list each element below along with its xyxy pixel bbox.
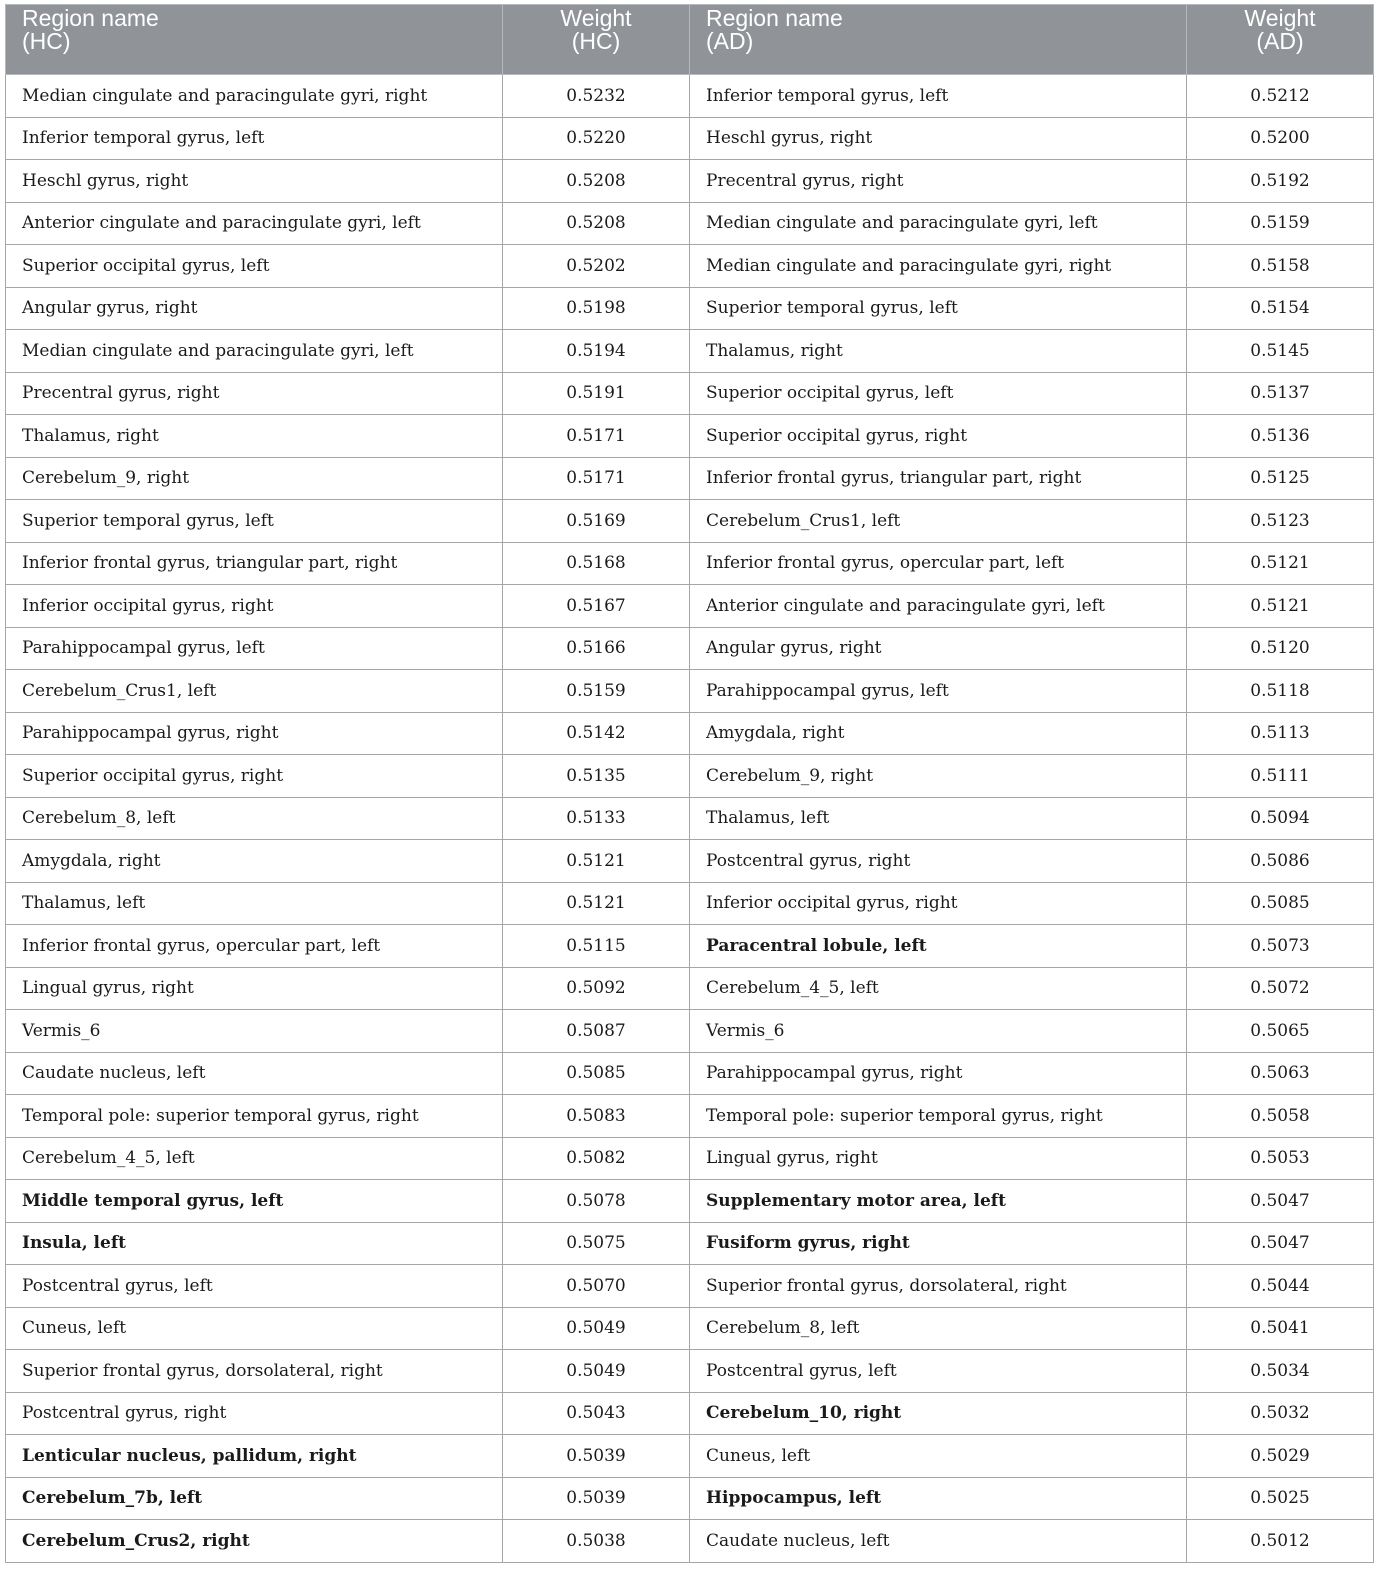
hc-weight-cell: 0.5075 [503,1222,690,1265]
table-row [6,840,1374,883]
table-row [6,1307,1374,1350]
ad-weight-cell: 0.5121 [1187,585,1374,628]
header-weight-ad-line2: (AD) [1256,28,1304,54]
hc-region-cell: Superior frontal gyrus, dorsolateral, right [6,1350,503,1393]
hc-region-cell: Postcentral gyrus, right [6,1392,503,1435]
hc-weight-cell: 0.5087 [503,1010,690,1053]
hc-weight-cell: 0.5191 [503,372,690,415]
table-row [6,1477,1374,1520]
hc-region-cell: Superior occipital gyrus, right [6,755,503,798]
table-row [6,1180,1374,1223]
ad-region-cell: Lingual gyrus, right [690,1137,1187,1180]
ad-region-cell: Superior occipital gyrus, left [690,372,1187,415]
header-weight-hc [503,5,690,75]
hc-region-cell: Temporal pole: superior temporal gyrus, right [6,1095,503,1138]
header-region-ad [690,5,1187,75]
table-row [6,797,1374,840]
ad-weight-cell: 0.5158 [1187,245,1374,288]
ad-region-cell: Median cingulate and paracingulate gyri, right [690,245,1187,288]
ad-weight-cell: 0.5034 [1187,1350,1374,1393]
ad-weight-cell: 0.5154 [1187,287,1374,330]
hc-region-cell: Lenticular nucleus, pallidum, right [6,1435,503,1478]
hc-weight-cell: 0.5133 [503,797,690,840]
hc-region-cell: Caudate nucleus, left [6,1052,503,1095]
hc-weight-cell: 0.5085 [503,1052,690,1095]
hc-weight-cell: 0.5121 [503,840,690,883]
header-weight-ad [1187,5,1374,75]
hc-region-cell: Cerebelum_8, left [6,797,503,840]
header-region-hc [6,5,503,75]
ad-weight-cell: 0.5041 [1187,1307,1374,1350]
hc-weight-cell: 0.5049 [503,1307,690,1350]
hc-region-cell: Anterior cingulate and paracingulate gyri, left [6,202,503,245]
table-row [6,712,1374,755]
table-row [6,925,1374,968]
ad-region-cell: Cerebelum_9, right [690,755,1187,798]
hc-weight-cell: 0.5168 [503,542,690,585]
ad-region-cell: Parahippocampal gyrus, left [690,670,1187,713]
table-row [6,415,1374,458]
ad-region-cell: Caudate nucleus, left [690,1520,1187,1563]
ad-weight-cell: 0.5058 [1187,1095,1374,1138]
hc-region-cell: Thalamus, left [6,882,503,925]
hc-weight-cell: 0.5198 [503,287,690,330]
ad-weight-cell: 0.5118 [1187,670,1374,713]
ad-weight-cell: 0.5200 [1187,117,1374,160]
hc-weight-cell: 0.5039 [503,1435,690,1478]
ad-region-cell: Fusiform gyrus, right [690,1222,1187,1265]
ad-weight-cell: 0.5123 [1187,500,1374,543]
ad-weight-cell: 0.5113 [1187,712,1374,755]
table-row [6,542,1374,585]
hc-region-cell: Precentral gyrus, right [6,372,503,415]
ad-weight-cell: 0.5094 [1187,797,1374,840]
hc-region-cell: Median cingulate and paracingulate gyri, right [6,75,503,118]
header-region-ad-line1: Region name [706,5,843,31]
table-row [6,1010,1374,1053]
hc-region-cell: Postcentral gyrus, left [6,1265,503,1308]
table-row [6,1350,1374,1393]
hc-region-cell: Superior temporal gyrus, left [6,500,503,543]
table-row [6,160,1374,203]
ad-region-cell: Paracentral lobule, left [690,925,1187,968]
ad-region-cell: Hippocampus, left [690,1477,1187,1520]
table-row [6,372,1374,415]
hc-region-cell: Cerebelum_9, right [6,457,503,500]
table-row [6,627,1374,670]
hc-region-cell: Median cingulate and paracingulate gyri, left [6,330,503,373]
ad-region-cell: Angular gyrus, right [690,627,1187,670]
ad-weight-cell: 0.5073 [1187,925,1374,968]
table-row [6,1137,1374,1180]
hc-weight-cell: 0.5208 [503,160,690,203]
ad-region-cell: Cerebelum_Crus1, left [690,500,1187,543]
ad-region-cell: Supplementary motor area, left [690,1180,1187,1223]
hc-weight-cell: 0.5208 [503,202,690,245]
table-row [6,882,1374,925]
ad-region-cell: Precentral gyrus, right [690,160,1187,203]
ad-region-cell: Temporal pole: superior temporal gyrus, right [690,1095,1187,1138]
ad-weight-cell: 0.5047 [1187,1222,1374,1265]
ad-weight-cell: 0.5212 [1187,75,1374,118]
ad-region-cell: Cerebelum_8, left [690,1307,1187,1350]
ad-weight-cell: 0.5012 [1187,1520,1374,1563]
table-row [6,287,1374,330]
ad-region-cell: Inferior frontal gyrus, opercular part, left [690,542,1187,585]
hc-weight-cell: 0.5115 [503,925,690,968]
ad-region-cell: Cerebelum_10, right [690,1392,1187,1435]
hc-weight-cell: 0.5092 [503,967,690,1010]
ad-weight-cell: 0.5111 [1187,755,1374,798]
header-region-hc-line1: Region name [22,5,159,31]
table-row [6,967,1374,1010]
header-region-ad-line2: (AD) [706,28,754,54]
ad-region-cell: Parahippocampal gyrus, right [690,1052,1187,1095]
ad-region-cell: Cerebelum_4_5, left [690,967,1187,1010]
hc-weight-cell: 0.5049 [503,1350,690,1393]
hc-region-cell: Lingual gyrus, right [6,967,503,1010]
header-row [6,5,1374,75]
hc-weight-cell: 0.5083 [503,1095,690,1138]
table-row [6,585,1374,628]
table-row [6,75,1374,118]
hc-region-cell: Parahippocampal gyrus, left [6,627,503,670]
table-row [6,1222,1374,1265]
table-row [6,330,1374,373]
ad-weight-cell: 0.5136 [1187,415,1374,458]
ad-region-cell: Superior temporal gyrus, left [690,287,1187,330]
table-body [6,75,1374,1563]
header-weight-hc-line2: (HC) [571,28,621,54]
ad-region-cell: Postcentral gyrus, right [690,840,1187,883]
hc-region-cell: Cuneus, left [6,1307,503,1350]
ad-weight-cell: 0.5063 [1187,1052,1374,1095]
ad-region-cell: Inferior occipital gyrus, right [690,882,1187,925]
ad-weight-cell: 0.5137 [1187,372,1374,415]
hc-region-cell: Thalamus, right [6,415,503,458]
hc-weight-cell: 0.5039 [503,1477,690,1520]
ad-weight-cell: 0.5121 [1187,542,1374,585]
hc-region-cell: Cerebelum_Crus1, left [6,670,503,713]
region-weights-table [5,4,1374,1563]
ad-weight-cell: 0.5047 [1187,1180,1374,1223]
table-row [6,1520,1374,1563]
hc-weight-cell: 0.5121 [503,882,690,925]
hc-weight-cell: 0.5043 [503,1392,690,1435]
ad-region-cell: Heschl gyrus, right [690,117,1187,160]
ad-region-cell: Thalamus, left [690,797,1187,840]
ad-region-cell: Inferior temporal gyrus, left [690,75,1187,118]
ad-region-cell: Thalamus, right [690,330,1187,373]
ad-weight-cell: 0.5029 [1187,1435,1374,1478]
hc-region-cell: Amygdala, right [6,840,503,883]
ad-region-cell: Amygdala, right [690,712,1187,755]
table-row [6,1052,1374,1095]
hc-weight-cell: 0.5142 [503,712,690,755]
ad-weight-cell: 0.5125 [1187,457,1374,500]
hc-weight-cell: 0.5038 [503,1520,690,1563]
ad-weight-cell: 0.5120 [1187,627,1374,670]
ad-region-cell: Vermis_6 [690,1010,1187,1053]
hc-region-cell: Cerebelum_Crus2, right [6,1520,503,1563]
ad-region-cell: Superior occipital gyrus, right [690,415,1187,458]
hc-weight-cell: 0.5070 [503,1265,690,1308]
hc-region-cell: Middle temporal gyrus, left [6,1180,503,1223]
table-row [6,1095,1374,1138]
hc-weight-cell: 0.5166 [503,627,690,670]
hc-region-cell: Inferior frontal gyrus, triangular part, right [6,542,503,585]
hc-region-cell: Inferior frontal gyrus, opercular part, left [6,925,503,968]
table-header [6,5,1374,75]
ad-region-cell: Median cingulate and paracingulate gyri, left [690,202,1187,245]
table-row [6,755,1374,798]
ad-region-cell: Superior frontal gyrus, dorsolateral, right [690,1265,1187,1308]
hc-region-cell: Cerebelum_4_5, left [6,1137,503,1180]
ad-weight-cell: 0.5085 [1187,882,1374,925]
ad-region-cell: Anterior cingulate and paracingulate gyri, left [690,585,1187,628]
hc-weight-cell: 0.5232 [503,75,690,118]
ad-region-cell: Cuneus, left [690,1435,1187,1478]
ad-weight-cell: 0.5065 [1187,1010,1374,1053]
hc-weight-cell: 0.5202 [503,245,690,288]
table-row [6,1392,1374,1435]
header-weight-ad-line1: Weight [1244,5,1316,31]
hc-weight-cell: 0.5159 [503,670,690,713]
ad-weight-cell: 0.5192 [1187,160,1374,203]
ad-weight-cell: 0.5044 [1187,1265,1374,1308]
ad-weight-cell: 0.5145 [1187,330,1374,373]
hc-region-cell: Vermis_6 [6,1010,503,1053]
header-weight-hc-line1: Weight [560,5,632,31]
table-row [6,670,1374,713]
ad-weight-cell: 0.5032 [1187,1392,1374,1435]
hc-region-cell: Angular gyrus, right [6,287,503,330]
ad-weight-cell: 0.5086 [1187,840,1374,883]
hc-weight-cell: 0.5167 [503,585,690,628]
hc-weight-cell: 0.5135 [503,755,690,798]
ad-weight-cell: 0.5053 [1187,1137,1374,1180]
hc-weight-cell: 0.5171 [503,457,690,500]
ad-region-cell: Inferior frontal gyrus, triangular part, right [690,457,1187,500]
header-region-hc-line2: (HC) [22,28,71,54]
hc-weight-cell: 0.5078 [503,1180,690,1223]
hc-region-cell: Heschl gyrus, right [6,160,503,203]
hc-region-cell: Inferior temporal gyrus, left [6,117,503,160]
ad-region-cell: Postcentral gyrus, left [690,1350,1187,1393]
table-row [6,457,1374,500]
hc-region-cell: Inferior occipital gyrus, right [6,585,503,628]
hc-region-cell: Cerebelum_7b, left [6,1477,503,1520]
table-row [6,1435,1374,1478]
hc-weight-cell: 0.5220 [503,117,690,160]
table-row [6,245,1374,288]
ad-weight-cell: 0.5072 [1187,967,1374,1010]
hc-region-cell: Parahippocampal gyrus, right [6,712,503,755]
ad-weight-cell: 0.5025 [1187,1477,1374,1520]
hc-region-cell: Superior occipital gyrus, left [6,245,503,288]
table-row [6,500,1374,543]
table-row [6,202,1374,245]
hc-weight-cell: 0.5169 [503,500,690,543]
table-row [6,1265,1374,1308]
hc-region-cell: Insula, left [6,1222,503,1265]
hc-weight-cell: 0.5082 [503,1137,690,1180]
hc-weight-cell: 0.5171 [503,415,690,458]
hc-weight-cell: 0.5194 [503,330,690,373]
ad-weight-cell: 0.5159 [1187,202,1374,245]
table-row [6,117,1374,160]
